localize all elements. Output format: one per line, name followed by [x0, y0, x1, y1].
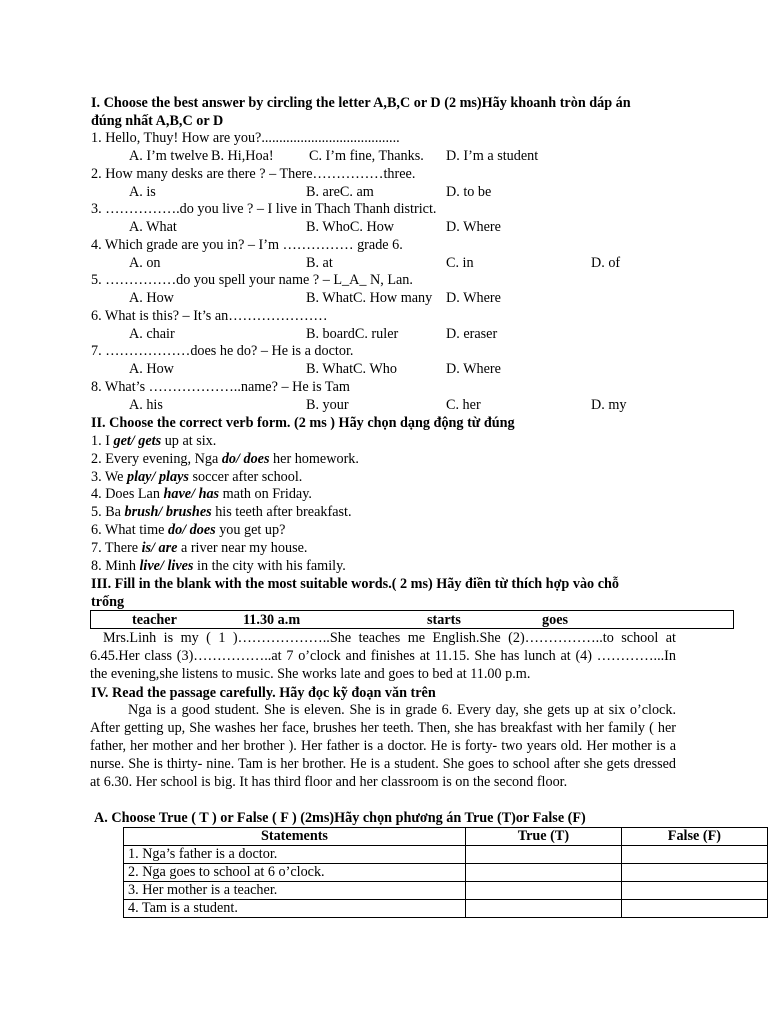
verb-item-suffix: math on Friday. — [219, 486, 312, 502]
answer-option-c[interactable]: C. Who — [353, 361, 397, 377]
verb-exercise-item — [91, 503, 352, 521]
section1-heading-cont: đúng nhất A,B,C or D — [91, 113, 224, 129]
table-row — [124, 882, 768, 900]
section3-heading-cont: trống — [91, 594, 125, 610]
answer-option-b[interactable]: B. Hi,Hoa! — [211, 148, 274, 164]
answer-option-d[interactable]: D. eraser — [446, 326, 498, 342]
answer-option-b-label: B. are — [306, 184, 340, 200]
answer-option-c[interactable]: C. in — [446, 255, 474, 271]
verb-item-prefix: 2. Every evening, Nga — [91, 451, 222, 467]
section4-heading: IV. Read the passage carefully. Hãy đọc kỹ đoạn văn trên — [91, 685, 436, 701]
statement-cell: 1. Nga’s father is a doctor. — [124, 846, 466, 864]
verb-item-prefix: 7. There — [91, 540, 142, 556]
verb-exercise-item — [91, 450, 359, 468]
verb-choice[interactable]: live/ lives — [139, 558, 194, 574]
table-header-row — [124, 828, 768, 846]
answer-option-c[interactable]: C. How — [349, 219, 395, 235]
answer-option-a[interactable]: A. How — [129, 290, 174, 306]
question-text: 6. What is this? – It’s an………………… — [91, 308, 328, 324]
answer-option-b-label: B. board — [306, 326, 355, 342]
answer-option-a[interactable]: A. is — [129, 184, 156, 200]
verb-item-suffix: her homework. — [269, 451, 359, 467]
word-bank-item: goes — [542, 612, 569, 628]
verb-item-suffix: in the city with his family. — [193, 558, 346, 574]
answer-option-b[interactable]: B. at — [306, 255, 333, 271]
word-bank-item: 11.30 a.m — [243, 612, 301, 628]
answer-option-b-label: B. Who — [306, 219, 350, 235]
verb-choice[interactable]: do/ does — [221, 451, 270, 467]
verb-choice[interactable]: do/ does — [167, 522, 216, 538]
word-bank-box — [90, 610, 734, 629]
verb-item-suffix: you get up? — [215, 522, 286, 538]
table-row — [124, 864, 768, 882]
word-bank-item: starts — [427, 612, 461, 628]
verb-choice[interactable]: get/ gets — [113, 433, 162, 449]
true-answer-cell[interactable] — [465, 882, 621, 900]
answer-option-a[interactable]: A. What — [129, 219, 177, 235]
verb-exercise-item — [91, 485, 312, 503]
verb-item-suffix: a river near my house. — [177, 540, 308, 556]
answer-option-d[interactable]: D. to be — [446, 184, 492, 200]
answer-option-b-label: B. What — [306, 361, 354, 377]
false-answer-cell[interactable] — [621, 900, 767, 918]
question-text: 1. Hello, Thuy! How are you?....................................... — [91, 130, 400, 146]
header-statements: Statements — [124, 828, 466, 846]
statement-cell: 4. Tam is a student. — [124, 900, 466, 918]
answer-option-a[interactable]: A. How — [129, 361, 174, 377]
true-false-table — [123, 827, 768, 918]
table-row — [124, 900, 768, 918]
header-true: True (T) — [465, 828, 621, 846]
partA-heading: A. Choose True ( T ) or False ( F ) (2ms)Hãy chọn phương án True (T)or False (F) — [94, 810, 586, 826]
true-answer-cell[interactable] — [465, 900, 621, 918]
header-false: False (F) — [621, 828, 767, 846]
answer-option-b[interactable] — [306, 325, 398, 343]
verb-choice[interactable]: play/ plays — [127, 469, 189, 485]
answer-option-d[interactable]: D. Where — [446, 290, 501, 306]
answer-option-a[interactable]: A. I’m twelve — [129, 148, 209, 164]
question-text: 2. How many desks are there ? – There……………three. — [91, 166, 416, 182]
statement-cell: 3. Her mother is a teacher. — [124, 882, 466, 900]
answer-option-a[interactable]: A. his — [129, 397, 163, 413]
fill-in-paragraph: Mrs.Linh is my ( 1 )………………..She teaches me English.She (2)……………..to school at 6.45.Her class (3)……………..at 7 o’clock and finishes at 11.15. She has lunch at (4) …………...In the evening,she listens to music. She works late and goes to bed at 11.00 p.m. — [90, 630, 676, 682]
section1-heading: I. Choose the best answer by circling the letter A,B,C or D (2 ms)Hãy khoanh tròn dáp án — [91, 95, 631, 111]
answer-option-b[interactable]: B. your — [306, 397, 349, 413]
answer-option-d[interactable]: D. Where — [446, 219, 501, 235]
verb-exercise-item — [91, 557, 346, 575]
answer-option-c[interactable]: C. am — [339, 184, 374, 200]
answer-option-d[interactable]: D. my — [591, 397, 627, 413]
verb-item-prefix: 3. We — [91, 469, 128, 485]
answer-option-d[interactable]: D. I’m a student — [446, 148, 539, 164]
question-text: 4. Which grade are you in? – I’m …………… grade 6. — [91, 237, 403, 253]
verb-item-suffix: soccer after school. — [188, 469, 303, 485]
false-answer-cell[interactable] — [621, 882, 767, 900]
verb-choice[interactable]: brush/ brushes — [124, 504, 212, 520]
answer-option-d[interactable]: D. Where — [446, 361, 501, 377]
answer-option-c[interactable]: C. her — [446, 397, 481, 413]
answer-option-d[interactable]: D. of — [591, 255, 621, 271]
false-answer-cell[interactable] — [621, 846, 767, 864]
verb-item-prefix: 6. What time — [91, 522, 168, 538]
answer-option-a[interactable]: A. chair — [129, 326, 175, 342]
reading-passage: Nga is a good student. She is eleven. She is in grade 6. Every day, she gets up at six o’clock. After getting up, She washes her face, brushes her teeth. Then, she has breakfast with her family ( her father, her mother and her brother ). Her father is a doctor. He is forty- two years old. Her mother is a nurse. She is thirty- nine. Tam is her brother. He is a student. She goes to school after she gets dressed at 6.30. Her school is big. It has third floor and her classroom is on the second floor. — [90, 702, 676, 790]
question-text: 5. ……………do you spell your name ? – L_A_ N, Lan. — [91, 272, 413, 288]
verb-exercise-item — [91, 432, 216, 450]
verb-item-suffix: up at six. — [161, 433, 217, 449]
word-bank-item: teacher — [132, 612, 177, 628]
statement-cell: 2. Nga goes to school at 6 o’clock. — [124, 864, 466, 882]
verb-exercise-item — [91, 521, 285, 539]
false-answer-cell[interactable] — [621, 864, 767, 882]
table-row — [124, 846, 768, 864]
verb-exercise-item — [91, 468, 302, 486]
answer-option-b-label: B. What — [306, 290, 354, 306]
answer-option-b[interactable] — [306, 183, 374, 201]
answer-option-a[interactable]: A. on — [129, 255, 161, 271]
verb-exercise-item — [91, 539, 307, 557]
question-text: 3. …………….do you live ? – I live in Thach Thanh district. — [91, 201, 437, 217]
verb-choice[interactable]: is/ are — [141, 540, 178, 556]
verb-choice[interactable]: have/ has — [163, 486, 220, 502]
section2-heading: II. Choose the correct verb form. (2 ms ) Hãy chọn dạng động từ đúng — [91, 415, 515, 431]
verb-item-prefix: 4. Does Lan — [91, 486, 164, 502]
answer-option-c[interactable]: C. How many — [353, 290, 433, 306]
answer-option-c[interactable]: C. ruler — [354, 326, 399, 342]
section3-heading: III. Fill in the blank with the most suitable words.( 2 ms) Hãy điền từ thích hợp vào chỗ — [91, 576, 619, 592]
question-text: 7. ………………does he do? – He is a doctor. — [91, 343, 354, 359]
verb-item-suffix: his teeth after breakfast. — [211, 504, 352, 520]
verb-item-prefix: 8. Minh — [91, 558, 140, 574]
true-answer-cell[interactable] — [465, 846, 621, 864]
true-answer-cell[interactable] — [465, 864, 621, 882]
answer-option-c[interactable]: C. I’m fine, Thanks. — [309, 148, 424, 164]
answer-option-b[interactable] — [306, 289, 432, 307]
answer-option-b[interactable] — [306, 360, 397, 378]
answer-option-b[interactable] — [306, 218, 394, 236]
question-text: 8. What’s ………………..name? – He is Tam — [91, 379, 350, 395]
verb-item-prefix: 5. Ba — [91, 504, 125, 520]
verb-item-prefix: 1. I — [91, 433, 114, 449]
